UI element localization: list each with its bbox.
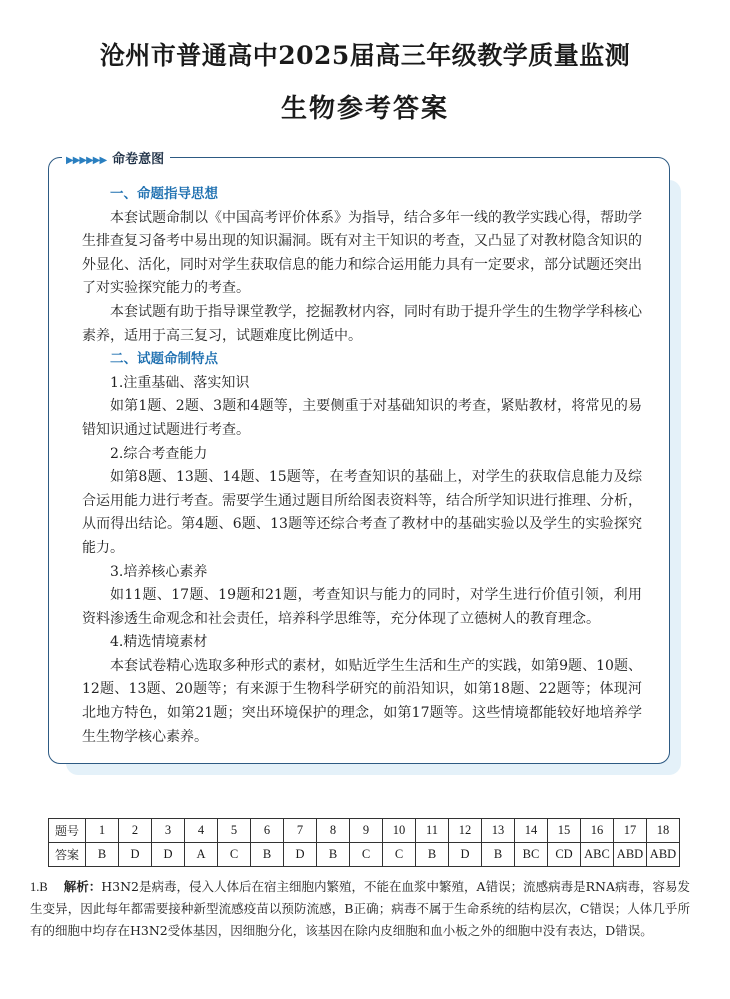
answer-cell: ABD xyxy=(647,843,680,867)
question-number-cell: 8 xyxy=(317,819,350,843)
question-number-cell: 4 xyxy=(185,819,218,843)
question-number-cell: 5 xyxy=(218,819,251,843)
row-label-number: 题号 xyxy=(49,819,86,843)
answer-cell: A xyxy=(185,843,218,867)
question-number-cell: 2 xyxy=(119,819,152,843)
subsection-heading: 3.培养核心素养 xyxy=(110,563,208,580)
answer-cell: ABC xyxy=(581,843,614,867)
question-number-cell: 10 xyxy=(383,819,416,843)
answer-cell: B xyxy=(251,843,284,867)
explanation-text: H3N2是病毒，侵入人体后在宿主细胞内繁殖，不能在血浆中繁殖，A错误；流感病毒是RNA病毒，容易发生变异，因此每年都需要接种新型流感疫苗以预防流感，B正确；病毒不属于生命系统的结构层次，C错误；人体几乎所有的细胞中均存在H3N2受体基因，因细胞分化，该基因在除内皮细胞和血小板之外的细胞中没有表达，D错误。 xyxy=(30,879,690,938)
answer-cell: D xyxy=(284,843,317,867)
question-number-cell: 15 xyxy=(548,819,581,843)
answer-cell: ABD xyxy=(614,843,647,867)
paragraph: 本套试题有助于指导课堂教学，挖掘教材内容，同时有助于提升学生的生物学学科核心素养，适用于高三复习，试题难度比例适中。 xyxy=(82,303,642,344)
answer-cell: B xyxy=(482,843,515,867)
answer-table-answer-row xyxy=(49,843,680,867)
answer-table-number-row xyxy=(49,819,680,843)
answer-cell: BC xyxy=(515,843,548,867)
question-number-cell: 14 xyxy=(515,819,548,843)
intent-box-label-text: 命卷意图 xyxy=(112,152,165,167)
question-number-cell: 3 xyxy=(152,819,185,843)
subsection-heading: 1.注重基础、落实知识 xyxy=(110,374,250,391)
question-number-cell: 6 xyxy=(251,819,284,843)
question-number-cell: 7 xyxy=(284,819,317,843)
page-title: 沧州市普通高中2025届高三年级教学质量监测 xyxy=(99,41,631,70)
explanation-number: 1.B xyxy=(30,880,48,894)
question-number-cell: 9 xyxy=(350,819,383,843)
answer-cell: B xyxy=(317,843,350,867)
page-subtitle: 生物参考答案 xyxy=(280,94,449,124)
answer-cell: D xyxy=(449,843,482,867)
paragraph: 如第8题、13题、14题、15题等，在考查知识的基础上，对学生的获取信息能力及综合运用能力进行考查。需要学生通过题目所给图表资料等，结合所学知识进行推理、分析，从而得出结论。第4题、6题、13题等还综合考查了教材中的基础实验以及学生的实验探究能力。 xyxy=(82,469,642,556)
question-number-cell: 18 xyxy=(647,819,680,843)
question-number-cell: 16 xyxy=(581,819,614,843)
subsection-heading: 2.综合考查能力 xyxy=(110,445,208,462)
section-heading: 一、命题指导思想 xyxy=(110,186,218,202)
question-number-cell: 11 xyxy=(416,819,449,843)
explanation-label: 解析： xyxy=(63,879,102,894)
paragraph: 本套试题命制以《中国高考评价体系》为指导，结合多年一线的教学实践心得，帮助学生排查复习备考中易出现的知识漏洞。既有对主干知识的考查，又凸显了对教材隐含知识的外显化、活化，同时对学生获取信息的能力和综合运用能力具有一定要求，部分试题还突出了对实验探究能力的考查。 xyxy=(82,209,642,297)
intent-box-label xyxy=(62,148,170,167)
paragraph: 如11题、17题、19题和21题，考查知识与能力的同时，对学生进行价值引领，利用资料渗透生命观念和社会责任，培养科学思维等，充分体现了立德树人的教育理念。 xyxy=(82,587,642,627)
subsection-heading: 4.精选情境素材 xyxy=(110,634,208,651)
explanation-1 xyxy=(30,876,690,942)
answer-cell: B xyxy=(416,843,449,867)
question-number-cell: 13 xyxy=(482,819,515,843)
answer-cell: D xyxy=(119,843,152,867)
answer-cell: C xyxy=(383,843,416,867)
paragraph: 本套试卷精心选取多种形式的素材，如贴近学生生活和生产的实践，如第9题、10题、12题、13题、20题等；有来源于生物科学研究的前沿知识，如第18题、22题等；体现河北地方特色，如第21题；突出环境保护的理念，如第17题等。这些情境都能较好地培养学生生物学核心素养。 xyxy=(82,657,642,745)
answer-cell: C xyxy=(350,843,383,867)
intent-content xyxy=(82,183,642,749)
section-heading: 二、试题命制特点 xyxy=(110,351,218,368)
paragraph: 如第1题、2题、3题和4题等，主要侧重于对基础知识的考查，紧贴教材，将常见的易错知识通过试题进行考查。 xyxy=(82,398,642,438)
row-label-answer: 答案 xyxy=(49,843,86,867)
answer-cell: D xyxy=(152,843,185,867)
arrows-icon: ▶▶▶▶▶▶ xyxy=(66,155,107,166)
answer-cell: B xyxy=(86,843,119,867)
question-number-cell: 12 xyxy=(449,819,482,843)
question-number-cell: 1 xyxy=(86,819,119,843)
answer-cell: CD xyxy=(548,843,581,867)
question-number-cell: 17 xyxy=(614,819,647,843)
answer-table xyxy=(48,818,680,867)
answer-cell: C xyxy=(218,843,251,867)
